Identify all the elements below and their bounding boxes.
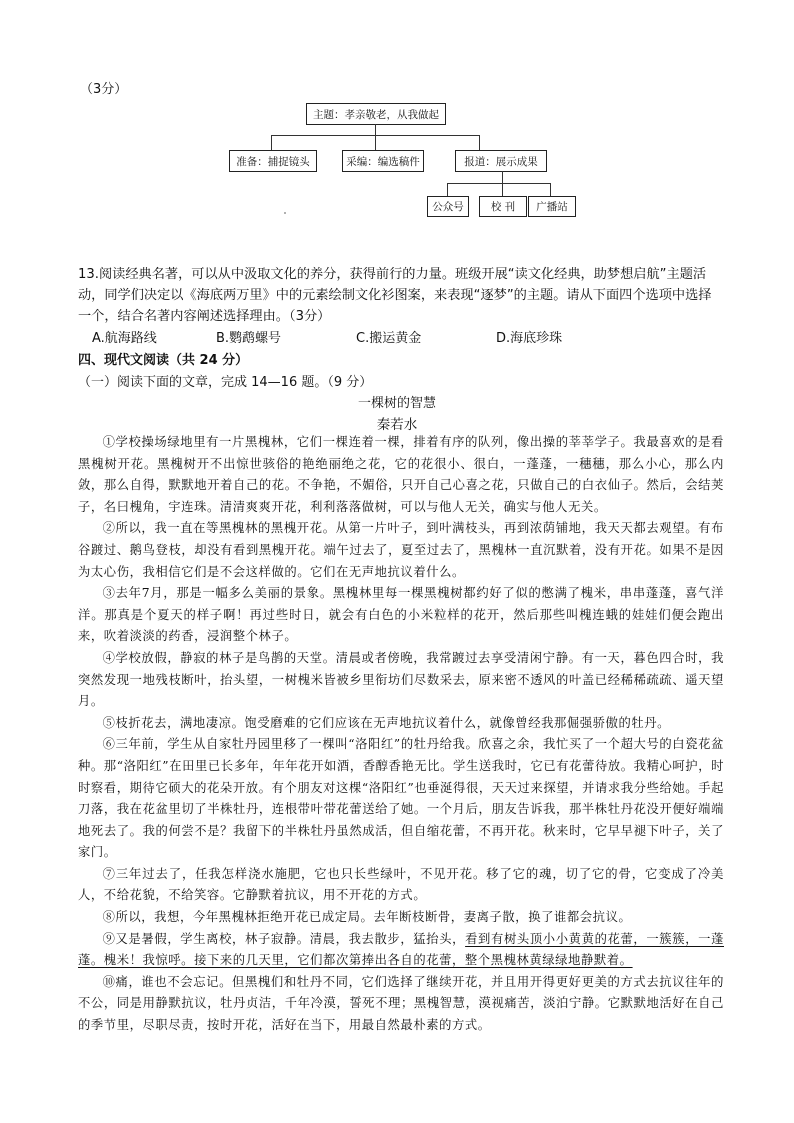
paragraph-7: ⑦三年过去了，任我怎样浇水施肥，它也只长些绿叶，不见开花。移了它的魂，切了它的骨，它变成了冷美人，不给花貌，不给笑容。它静默着抗议，用不开花的方式。 (78, 866, 724, 903)
paragraph-3: ③去年7月，那是一幅多么美丽的景象。黑槐林里每一棵黑槐树都约好了似的憋满了槐米，串串蓬蓬，喜气洋洋。那真是个夏天的样子啊！再过些时日，就会有白色的小米粒样的花开，然后那些叫槐连蛾的娃娃们便会跑出来，吹着淡淡的药香，浸润整个林子。 (78, 586, 724, 644)
paragraph-9-lead: ⑨又是暑假，学生离校，林子寂静。清晨，我去散步，猛抬头， (102, 931, 466, 946)
diagram-node-report: 报道：展示成果 (455, 150, 547, 172)
option-a: A.航海路线 (92, 331, 157, 346)
diagram-connector (447, 183, 448, 196)
diagram-connector (447, 183, 551, 184)
diagram-node-radio: 广播站 (528, 196, 576, 217)
paragraph-5: ⑤枝折花去，满地凄凉。饱受磨难的它们应该在无声地抗议着什么，就像曾经我那倔强骄傲的牡丹。 (102, 715, 671, 730)
article-author: 秦若水 (376, 417, 418, 433)
option-b: B.鹦鹉螺号 (216, 331, 282, 346)
diagram-connector (375, 135, 376, 150)
essay-body (78, 432, 724, 1037)
sub-section-heading: （一）阅读下面的文章，完成 14—16 题。（9 分） (78, 375, 373, 390)
paragraph-2: ②所以，我一直在等黑槐林的黑槐开花。从第一片叶子，到叶满枝头，再到浓荫铺地，我天天都去观望。有布谷踱过、鹅鸟登枝，却没有看到黑槐开花。端午过去了，夏至过去了，黑槐林一直沉默着，没有开花。如果不是因为太心伤，我相信它们是不会这样做的。它们在无声地抗议着什么。 (78, 521, 724, 579)
diagram-connector (502, 183, 503, 196)
paragraph-10: ⑩痛，谁也不会忘记。但黑槐们和牡丹不同，它们选择了继续开花，并且用开得更好更美的方式去抗议往年的不公，同是用静默抗议，牡丹贞洁，千年冷漠，誓死不理；黑槐智慧，漠视痛苦，淡泊宁静。它默默地活好在自己的季节里，尽职尽责，按时开花，活好在当下，用最自然最朴素的方式。 (78, 974, 724, 1033)
diagram-node-edit: 采编：编选稿件 (342, 150, 424, 172)
paragraph-1: ①学校操场绿地里有一片黑槐林，它们一棵连着一棵，排着有序的队列，像出操的莘莘学子。我最喜欢的是看黑槐树开花。黑槐树开不出惊世骇俗的艳绝丽绝之花，它的花很小、很白，一蓬蓬，一穗穗，那么小心，那么内敛，那么自得，默默地开着自己的花。不争艳，不媚俗，只开自己心喜之花，只做自己的白衣仙子。然后，会结荚子，名曰槐角，宇连珠。清清爽爽开花，利利落落做树，可以与他人无关，确实与他人无关。 (78, 435, 724, 514)
paragraph-8: ⑧所以，我想，今年黑槐林拒绝开花已成定局。去年断枝断骨，妻离子散，换了谁都会抗议。 (102, 910, 632, 925)
underlined-sentence: 看到有树头顶小小黄黄的花蕾，一簇簇，一蓬蓬。槐米！我惊呼。接下来的几天里，它们都次第捧出各自的花蕾，整个黑槐林黄绿绿地静默着。 (78, 931, 724, 968)
section-heading: 四、现代文阅读（共 24 分） (78, 353, 249, 368)
stray-dot (284, 212, 286, 214)
diagram-connector (375, 124, 376, 135)
paragraph-4: ④学校放假，静寂的林子是鸟鹊的天堂。清晨或者傍晚，我常踱过去享受清闲宁静。有一天，暮色四合时，我突然发现一地残枝断叶，抬头望，一树槐米皆被乡里衔坊们尽数采去，原来密不透风的叶盖已经稀稀疏疏、遥天望月。 (78, 650, 724, 709)
diagram-connector (271, 135, 272, 150)
paragraph-9 (78, 929, 724, 972)
question-13-text: 13.阅读经典名著，可以从中汲取文化的养分，获得前行的力量。班级开展“读文化经典，助梦想启航”主题活动，同学们决定以《海底两万里》中的元素绘制文化衫图案，来表现“逐梦”的主题。请从下面四个选项中选择一个，结合名著内容阐述选择理由。（3分） (78, 267, 712, 324)
option-d: D.海底珍珠 (496, 331, 563, 346)
option-c: C.搬运黄金 (356, 331, 422, 346)
diagram-connector (479, 135, 480, 150)
paragraph-6: ⑥三年前，学生从自家牡丹园里移了一棵叫“洛阳红”的牡丹给我。欣喜之余，我忙买了一个超大号的白瓷花盆种。那“洛阳红”在田里已长多年，年年花开如酒，香醇香艳无比。学生送我时，它已有花蕾待放。我精心呵护，时时察看，期待它硕大的花朵开放。有个朋友对这棵“洛阳红”也垂涎得很，天天过来探望，并请求我分些给她。手起刀落，我在花盆里切了半株牡丹，连根带叶带花蕾送给了她。一个月后，朋友告诉我，那半株牡丹花没开便好端端地死去了。我的何尝不是？我留下的半株牡丹虽然成活，但自缩花蕾，不再开花。秋来时，它早早褪下叶子，关了家门。 (78, 737, 724, 860)
diagram-node-prepare: 准备：捕捉镜头 (229, 150, 317, 172)
question-13-options (92, 327, 732, 347)
diagram-node-school-paper: 校 刊 (479, 196, 527, 217)
diagram-root-node: 主题：孝亲敬老，从我做起 (306, 103, 446, 125)
diagram-connector (550, 183, 551, 196)
diagram-connector (502, 171, 503, 183)
diagram-node-wechat: 公众号 (427, 196, 469, 217)
article-title: 一棵树的智慧 (357, 396, 436, 411)
question-score: （3分） (80, 82, 128, 97)
